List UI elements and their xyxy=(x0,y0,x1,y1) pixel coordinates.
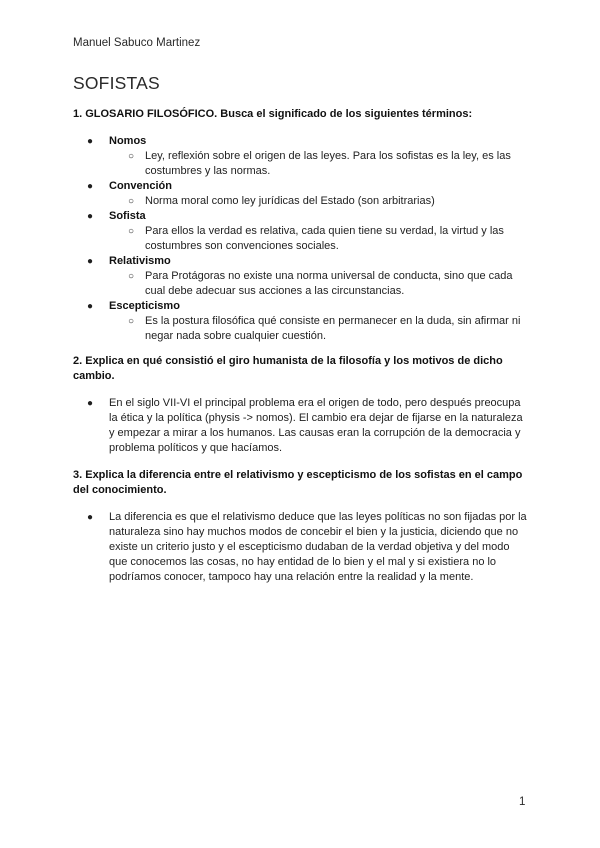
answer-item xyxy=(73,510,529,585)
definition-list xyxy=(109,269,529,299)
glossary-item xyxy=(73,299,529,344)
glossary-definition xyxy=(109,149,529,179)
circle-bullet-icon: ○ xyxy=(128,271,135,282)
definition-list xyxy=(109,224,529,254)
section-2-heading: 2. Explica en qué consistió el giro humanista de la filosofía y los motivos de dicho cambio. xyxy=(73,355,503,382)
bullet-icon: ● xyxy=(87,398,94,409)
document-body xyxy=(73,107,529,585)
bullet-icon: ● xyxy=(87,512,94,523)
bullet-icon: ● xyxy=(87,211,94,222)
circle-bullet-icon: ○ xyxy=(128,196,135,207)
circle-bullet-icon: ○ xyxy=(128,316,135,327)
glossary-definition xyxy=(109,224,529,254)
glossary-item xyxy=(73,134,529,179)
answer-text: En el siglo VII-VI el principal problema era el origen de todo, pero después preocupa la ética y la política (physis -> nomos). El cambio era dejar de fijarse en la naturaleza y empezar a mirar a los humanos. Las causas eran la corrupción de la democracia y problema políticos y que hacíamos. xyxy=(109,397,523,454)
header-author: Manuel Sabuco Martinez xyxy=(73,37,201,49)
answer-text: La diferencia es que el relativismo deduce que las leyes políticas no son fijadas por la naturaleza sino hay muchos modos de concebir el bien y la justicia, diciendo que no existe un criterio justo y el escepticismo dudaban de la verdad objetiva y del modo que conocemos las cosas, no hay entidad de lo bien y el mal y si existiera no lo podríamos conocer, tampoco hay una relación entre la realidad y la mente. xyxy=(109,511,527,583)
glossary-definition xyxy=(109,194,529,209)
bullet-icon: ● xyxy=(87,301,94,312)
glossary-term: Sofista xyxy=(109,210,146,222)
answer-item xyxy=(73,396,529,456)
bullet-icon: ● xyxy=(87,181,94,192)
glossary-term: Convención xyxy=(109,180,172,192)
section-2-answer-list xyxy=(73,396,529,456)
document-title: SOFISTAS xyxy=(73,73,160,93)
definition-text: Para Protágoras no existe una norma universal de conducta, sino que cada cual debe adecuar sus acciones a las circunstancias. xyxy=(145,270,513,297)
glossary-definition xyxy=(109,314,529,344)
definition-list xyxy=(109,194,529,209)
page-number: 1 xyxy=(519,796,526,808)
section-3-heading: 3. Explica la diferencia entre el relativismo y escepticismo de los sofistas en el campo del conocimiento. xyxy=(73,469,523,496)
bullet-icon: ● xyxy=(87,256,94,267)
definition-text: Es la postura filosófica qué consiste en permanecer en la duda, sin afirmar ni negar nada sobre cualquier cuestión. xyxy=(145,315,521,342)
glossary-term: Nomos xyxy=(109,135,147,147)
definition-text: Norma moral como ley jurídicas del Estado (son arbitrarias) xyxy=(145,195,435,207)
glossary-list xyxy=(73,134,529,344)
definition-list xyxy=(109,149,529,179)
section-3-answer-list xyxy=(73,510,529,585)
definition-text: Para ellos la verdad es relativa, cada quien tiene su verdad, la virtud y las costumbres son convenciones sociales. xyxy=(145,225,504,252)
glossary-item xyxy=(73,179,529,209)
glossary-definition xyxy=(109,269,529,299)
glossary-item xyxy=(73,209,529,254)
glossary-term: Relativismo xyxy=(109,255,171,267)
circle-bullet-icon: ○ xyxy=(128,151,135,162)
definition-text: Ley, reflexión sobre el origen de las leyes. Para los sofistas es la ley, es las costumbres y las normas. xyxy=(145,150,511,177)
circle-bullet-icon: ○ xyxy=(128,226,135,237)
definition-list xyxy=(109,314,529,344)
section-1-heading: 1. GLOSARIO FILOSÓFICO. Busca el significado de los siguientes términos: xyxy=(73,108,473,120)
glossary-term: Escepticismo xyxy=(109,300,180,312)
glossary-item xyxy=(73,254,529,299)
bullet-icon: ● xyxy=(87,136,94,147)
